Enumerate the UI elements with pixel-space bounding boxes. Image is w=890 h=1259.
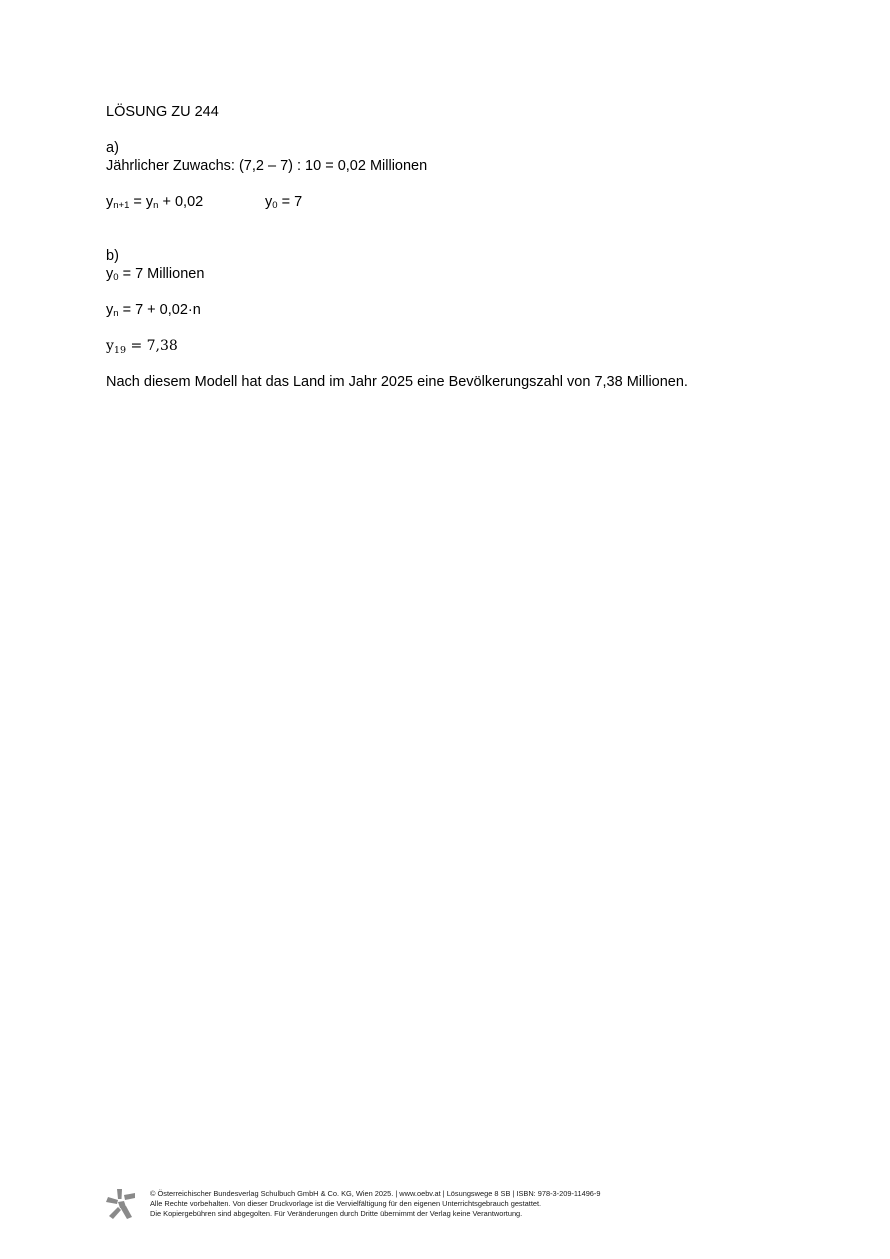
footer-line-3: Die Kopiergebühren sind abgegolten. Für Veränderungen durch Dritte übernimmt der Verlag keine Verantwortung. — [150, 1209, 523, 1219]
part-a-growth: Jährlicher Zuwachs: (7,2 – 7) : 10 = 0,02 Millionen — [106, 158, 428, 174]
part-a-equations — [106, 193, 506, 213]
footer-line-1: © Österreichischer Bundesverlag Schulbuch GmbH & Co. KG, Wien 2025. | www.oebv.at | Lösungswege 8 SB | ISBN: 978-3-209-11496-9 — [150, 1189, 601, 1198]
initial-value-a: y0 = 7 — [265, 194, 303, 211]
footer-text — [150, 1189, 601, 1220]
part-a-label: a) — [106, 140, 119, 156]
footer-line-2: Alle Rechte vorbehalten. Von dieser Druckvorlage ist die Vervielfältigung für den eigenen Unterrichtsgebrauch gestattet. — [150, 1199, 542, 1209]
recursion-formula: yn+1 = yn + 0,02 — [106, 194, 204, 211]
part-b-label: b) — [106, 248, 119, 264]
part-b-conclusion: Nach diesem Modell hat das Land im Jahr 2025 eine Bevölkerungszahl von 7,38 Millionen. — [106, 374, 688, 390]
oebv-logo-icon — [104, 1188, 136, 1220]
page-title: LÖSUNG ZU 244 — [106, 104, 219, 120]
part-b-explicit: yn = 7 + 0,02·n — [106, 302, 201, 319]
part-b-initial: y0 = 7 Millionen — [106, 266, 205, 283]
part-b-value: $y_{19} = 7,38$ — [106, 338, 178, 356]
